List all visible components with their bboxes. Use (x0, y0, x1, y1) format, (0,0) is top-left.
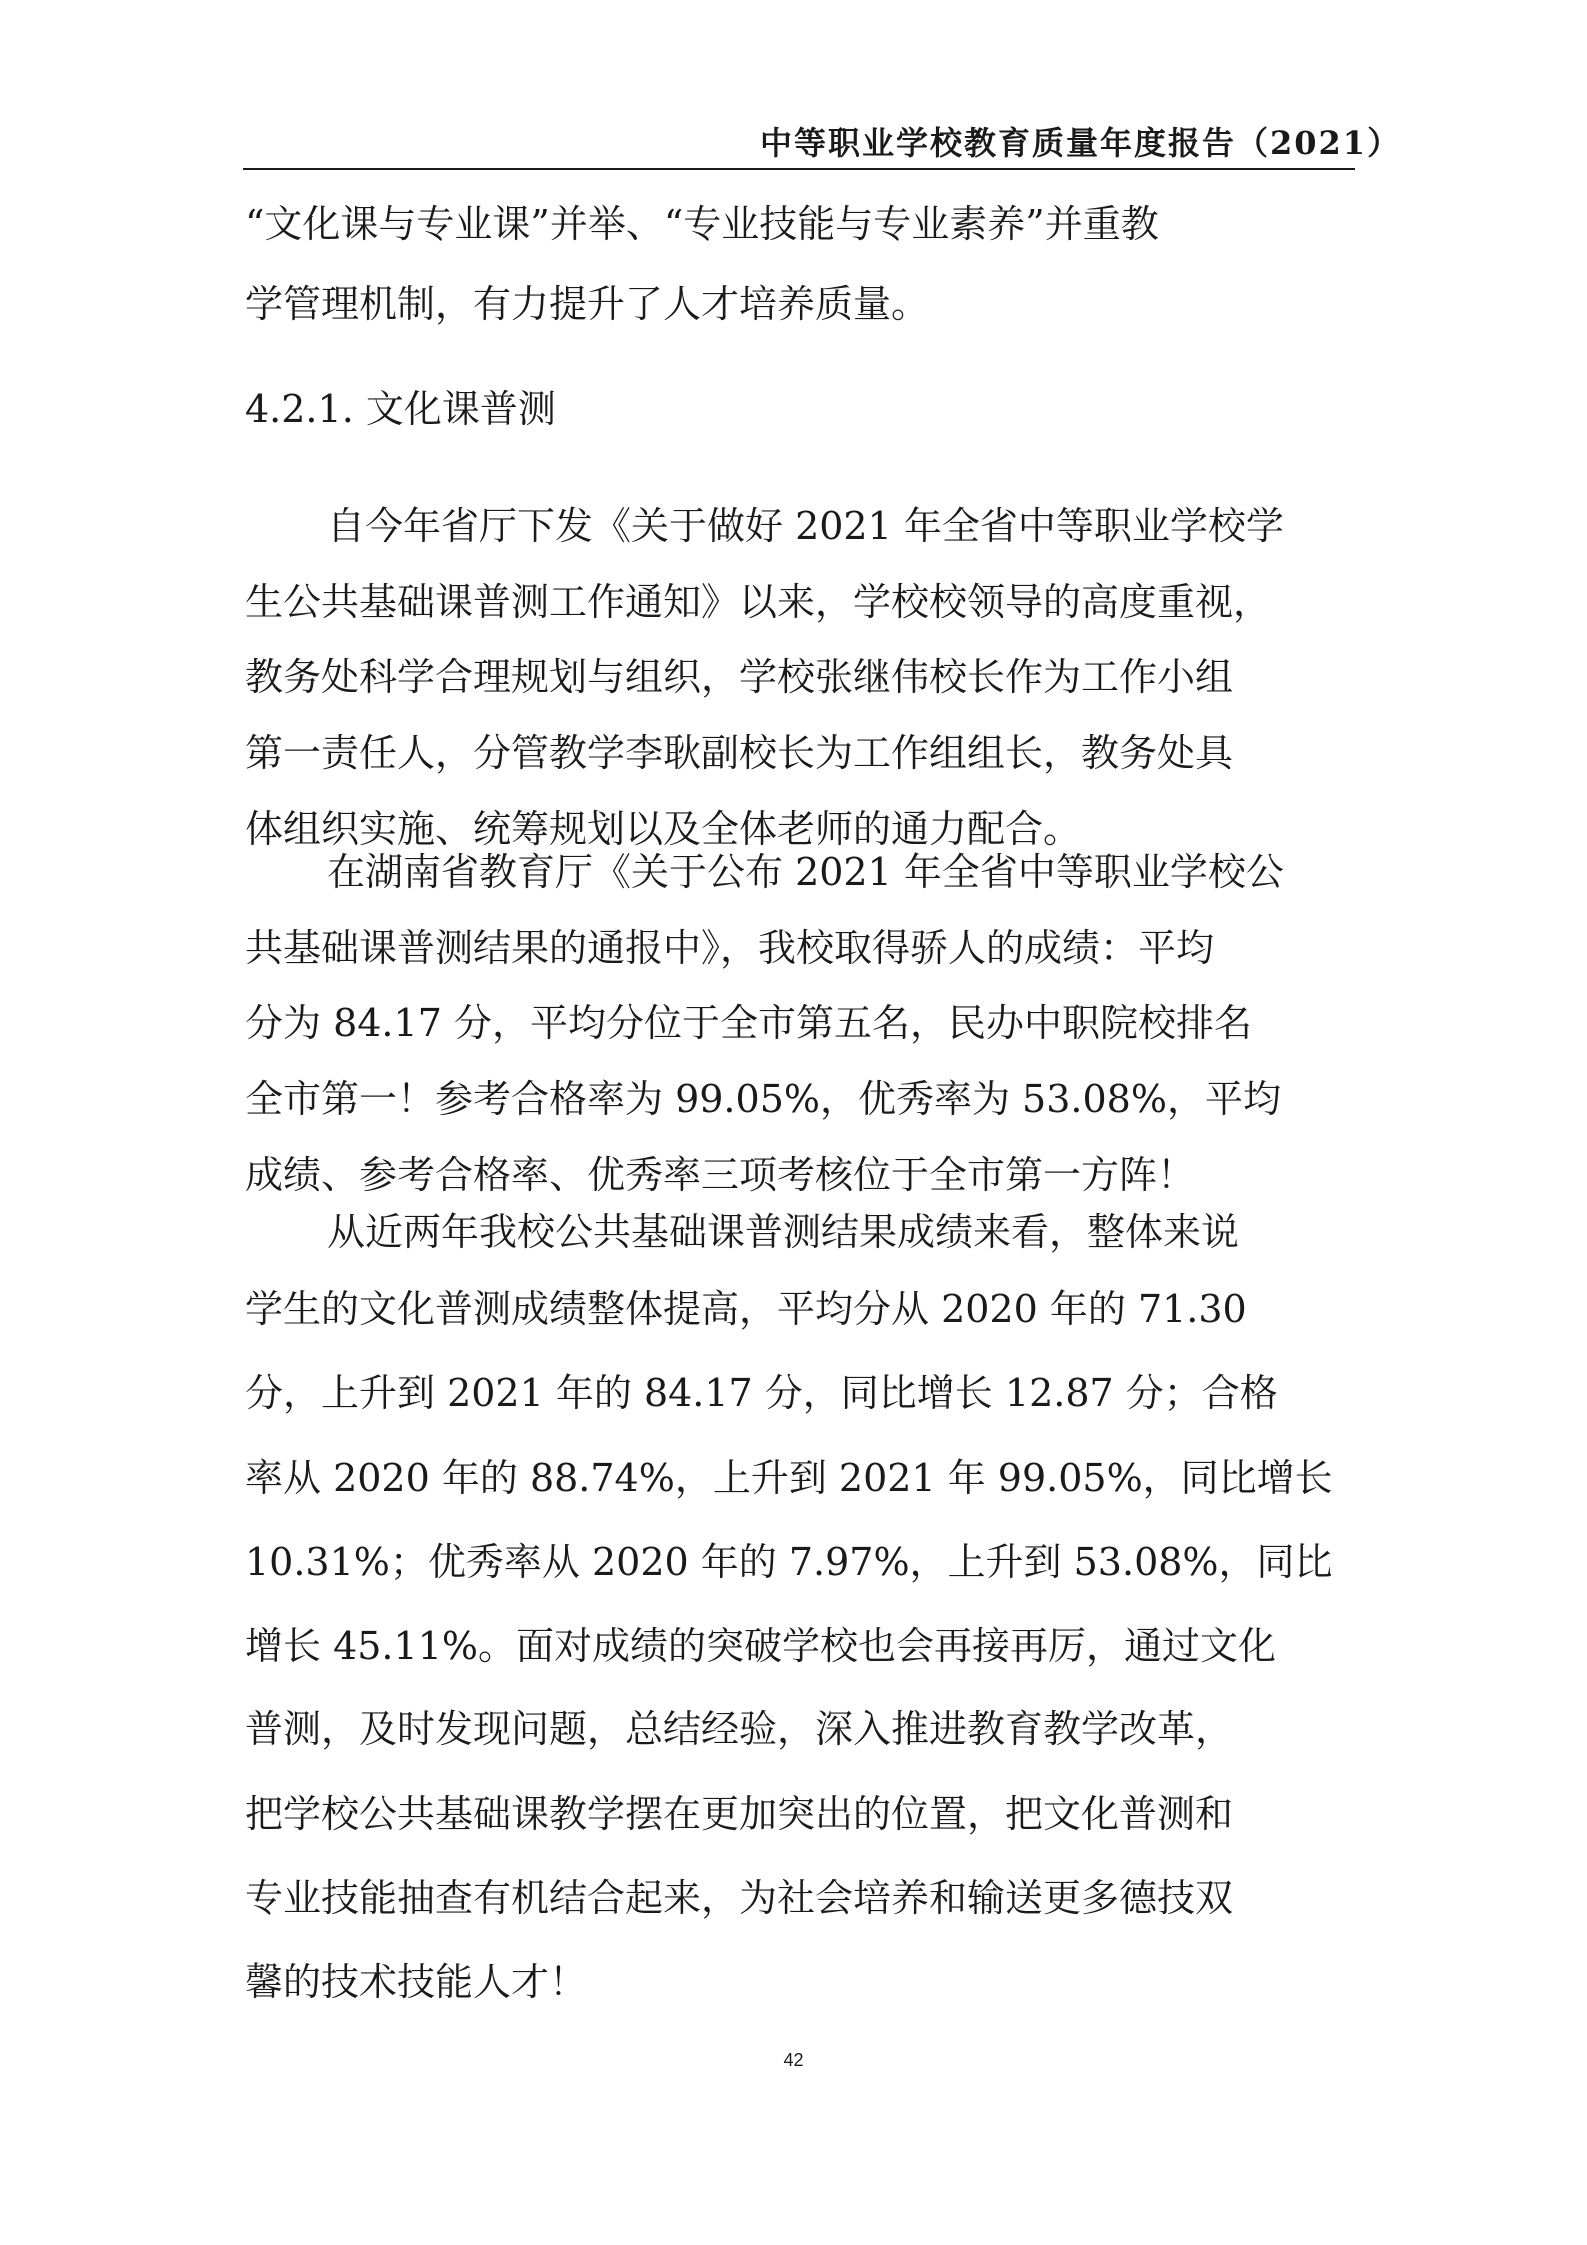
text-line: 专业技能抽查有机结合起来，为社会培养和输送更多德技双 (245, 1876, 1234, 1920)
page-number: 42 (783, 2050, 804, 2070)
text-line: 第一责任人，分管教学李耿副校长为工作组组长，教务处具 (245, 731, 1234, 775)
text-line: 馨的技术技能人才！ (245, 1960, 588, 2004)
text-line: 学生的文化普测成绩整体提高，平均分从 2020 年的 71.30 (245, 1287, 1247, 1331)
text-line: 教务处科学合理规划与组织，学校张继伟校长作为工作小组 (245, 655, 1234, 699)
text-line: 率从 2020 年的 88.74%，上升到 2021 年 99.05%，同比增长 (245, 1456, 1333, 1500)
text-line: 10.31%；优秀率从 2020 年的 7.97%，上升到 53.08%，同比 (245, 1540, 1333, 1584)
report-title: 中等职业学校教育质量年度报告（2021） (760, 124, 1402, 162)
text-line: 分为 84.17 分，平均分位于全市第五名，民办中职院校排名 (245, 1001, 1252, 1045)
text-line: 把学校公共基础课教学摆在更加突出的位置，把文化普测和 (245, 1792, 1234, 1836)
section-heading: 4.2.1. 文化课普测 (245, 387, 556, 431)
text-line: 学管理机制，有力提升了人才培养质量。 (245, 282, 930, 326)
text-line: 生公共基础课普测工作通知》以来，学校校领导的高度重视， (245, 580, 1272, 624)
text-line: 共基础课普测结果的通报中》，我校取得骄人的成绩：平均 (245, 926, 1215, 970)
header-divider (243, 168, 1355, 170)
text-line: 从近两年我校公共基础课普测结果成绩来看，整体来说 (327, 1210, 1240, 1254)
text-line: 分，上升到 2021 年的 84.17 分，同比增长 12.87 分；合格 (245, 1371, 1278, 1415)
text-line: “文化课与专业课”并举、“专业技能与专业素养”并重教 (245, 202, 1159, 246)
text-line: 普测，及时发现问题，总结经验，深入推进教育教学改革， (245, 1707, 1234, 1751)
text-line: 在湖南省教育厅《关于公布 2021 年全省中等职业学校公 (327, 850, 1284, 894)
text-line: 全市第一！参考合格率为 99.05%，优秀率为 53.08%，平均 (245, 1077, 1281, 1121)
text-line: 增长 45.11%。面对成绩的突破学校也会再接再厉，通过文化 (245, 1624, 1276, 1668)
text-line: 体组织实施、统筹规划以及全体老师的通力配合。 (245, 807, 1082, 851)
text-line: 成绩、参考合格率、优秀率三项考核位于全市第一方阵！ (245, 1153, 1196, 1197)
text-line: 自今年省厅下发《关于做好 2021 年全省中等职业学校学 (327, 504, 1284, 548)
